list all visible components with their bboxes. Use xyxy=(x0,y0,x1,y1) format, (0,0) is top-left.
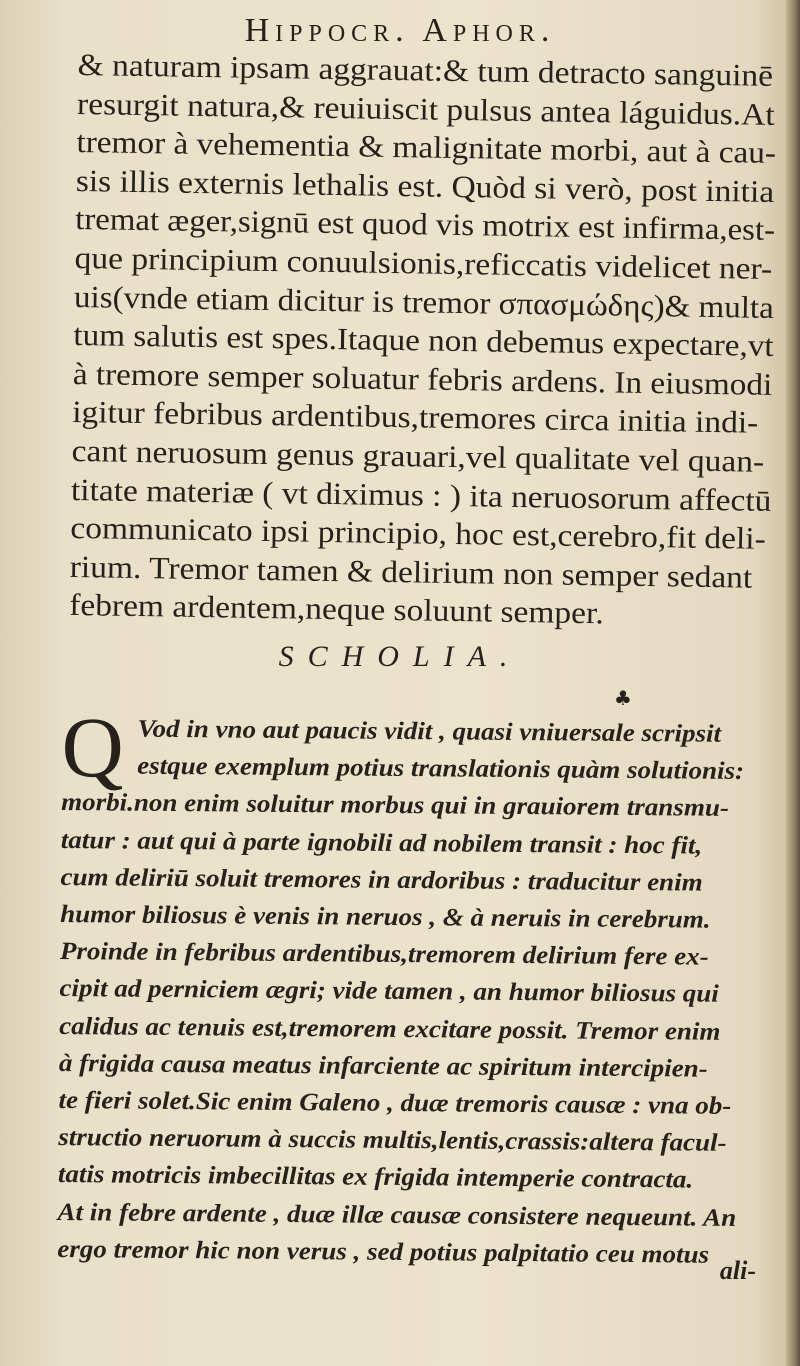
scholia-line: Vod in vno aut paucis vidit , quasi vniuersale scripsit xyxy=(137,715,722,748)
scholia-line: ergo tremor hic non verus , sed potius palpitatio ceu motus xyxy=(57,1235,710,1269)
scholia-line: Proinde in febribus ardentibus,tremorem delirium fere ex- xyxy=(59,938,709,971)
scholia-line: cipit ad perniciem ægri; vide tamen , an humor biliosus qui xyxy=(59,975,719,1009)
running-head: Hippocr. Aphor. xyxy=(244,12,556,49)
scholia-heading: SCHOLIA. xyxy=(278,640,522,673)
aphorism-text xyxy=(69,46,778,636)
aphorism-line: igitur febribus ardentibus,tremores circa initia indi- xyxy=(71,394,759,441)
aphorism-line: tremor à vehementia & malignitate morbi, aut à cau- xyxy=(76,124,777,171)
scholia-line: At in febre ardente , duæ illæ causæ consistere nequeunt. An xyxy=(57,1198,737,1232)
ornament-mark: ♣ xyxy=(614,686,632,710)
scholia-line: morbi.non enim soluitur morbus qui in grauiorem transmu- xyxy=(61,789,730,823)
drop-cap: Q xyxy=(61,699,125,796)
aphorism-line: uis(vnde etiam dicitur is tremor σπασμώδης)& multa xyxy=(73,278,775,325)
aphorism-line: tremat æger,signū est quod vis motrix est infirma,est- xyxy=(75,201,776,248)
aphorism-line: que principium conuulsionis,reficcatis videlicet ner- xyxy=(74,239,773,286)
aphorism-line: communicato ipsi principio, hoc est,cerebro,fit deli- xyxy=(70,510,767,556)
aphorism-line: titate materiæ ( vt diximus : ) ita neruosorum affectū xyxy=(70,471,772,518)
aphorism-line: à tremore semper soluatur febris ardens. In eiusmodi xyxy=(72,355,773,402)
aphorism-line: cant neruosum genus grauari,vel qualitate vel quan- xyxy=(71,432,765,479)
scholia-line: à frigida causa meatus infarciente ac spiritum intercipien- xyxy=(58,1049,708,1083)
page-edge xyxy=(786,0,800,1366)
scholia-line: humor biliosus è venis in neruos , & à neruis in cerebrum. xyxy=(60,901,711,934)
scholia-line: tatis motricis imbecillitas ex frigida intemperie contracta. xyxy=(57,1161,694,1194)
scholia-line: te fieri solet.Sic enim Galeno , duæ tremoris causæ : vna ob- xyxy=(58,1087,732,1120)
aphorism-line: resurgit natura,& reuiuiscit pulsus antea láguidus.At xyxy=(76,85,775,132)
scholia-line: calidus ac tenuis est,tremorem excitare possit. Tremor enim xyxy=(59,1012,721,1046)
aphorism-line: rium. Tremor tamen & delirium non semper sedant xyxy=(69,548,753,595)
scholia-line: estque exemplum potius translationis quàm solutionis: xyxy=(137,752,745,786)
scholia-line: tatur : aut qui à parte ignobili ad nobilem transit : hoc fit, xyxy=(60,826,703,860)
aphorism-line: sis illis externis lethalis est. Quòd si verò, post initia xyxy=(75,162,775,209)
aphorism-line: tum salutis est spes.Itaque non debemus expectare,vt xyxy=(73,317,774,364)
scholia-line: cum deliriū soluit tremores in ardoribus : traducitur enim xyxy=(60,863,703,897)
scholia-line: structio neruorum à succis multis,lentis,crassis:altera facul- xyxy=(58,1124,727,1158)
aphorism-line: febrem ardentem,neque soluunt semper. xyxy=(68,587,605,631)
aphorism-line: & naturam ipsam aggrauat:& tum detracto sanguinē xyxy=(77,46,774,93)
catchword: ali- xyxy=(719,1256,756,1285)
scholia-text xyxy=(57,699,772,1274)
